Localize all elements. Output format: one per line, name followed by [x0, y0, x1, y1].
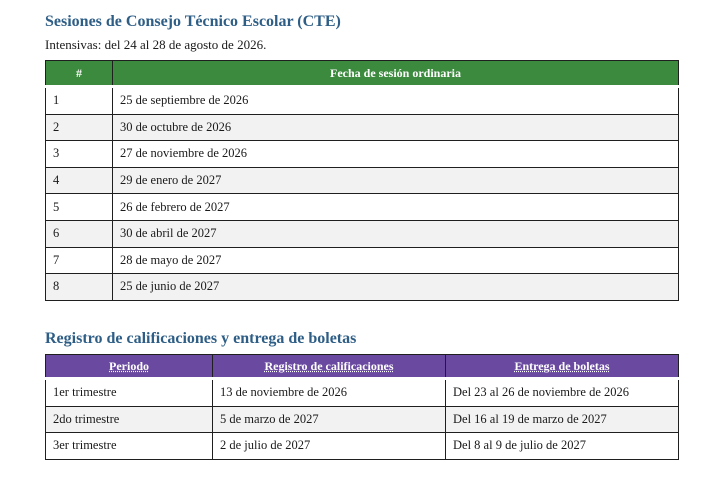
table-row	[46, 141, 679, 168]
cte-row-number: 5	[46, 194, 113, 221]
grades-header-delivery-label: Entrega de boletas	[514, 358, 610, 373]
grades-table	[45, 354, 679, 460]
cte-row-number: 2	[46, 114, 113, 141]
cte-row-date: 26 de febrero de 2027	[113, 194, 679, 221]
cte-row-number: 7	[46, 247, 113, 274]
cte-row-date: 27 de noviembre de 2026	[113, 141, 679, 168]
grades-row-delivery: Del 8 al 9 de julio de 2027	[446, 433, 679, 460]
cte-title: Sesiones de Consejo Técnico Escolar (CTE)	[45, 13, 341, 30]
cte-row-date: 30 de octubre de 2026	[113, 114, 679, 141]
cte-row-number: 6	[46, 220, 113, 247]
cte-header-date: Fecha de sesión ordinaria	[113, 61, 679, 87]
grades-header-row	[46, 355, 679, 379]
cte-row-date: 25 de junio de 2027	[113, 274, 679, 301]
cte-intensive-note: Intensivas: del 24 al 28 de agosto de 2026.	[45, 37, 267, 52]
cte-row-number: 8	[46, 274, 113, 301]
grades-header-period-label: Periodo	[109, 358, 149, 373]
grades-title: Registro de calificaciones y entrega de boletas	[45, 330, 357, 347]
table-row	[46, 220, 679, 247]
grades-row-period: 1er trimestre	[46, 379, 213, 407]
table-row	[46, 87, 679, 115]
cte-row-number: 3	[46, 141, 113, 168]
cte-row-number: 4	[46, 167, 113, 194]
table-row	[46, 247, 679, 274]
table-row	[46, 114, 679, 141]
grades-row-period: 3er trimestre	[46, 433, 213, 460]
table-row	[46, 433, 679, 460]
table-row	[46, 379, 679, 407]
cte-row-number: 1	[46, 87, 113, 115]
grades-row-delivery: Del 16 al 19 de marzo de 2027	[446, 406, 679, 433]
grades-row-delivery: Del 23 al 26 de noviembre de 2026	[446, 379, 679, 407]
grades-header-registration	[213, 355, 446, 379]
grades-row-registration: 2 de julio de 2027	[213, 433, 446, 460]
grades-row-period: 2do trimestre	[46, 406, 213, 433]
table-row	[46, 194, 679, 221]
cte-sessions-table	[45, 60, 679, 301]
cte-row-date: 25 de septiembre de 2026	[113, 87, 679, 115]
table-row	[46, 274, 679, 301]
cte-header-row	[46, 61, 679, 87]
table-row	[46, 167, 679, 194]
grades-row-registration: 13 de noviembre de 2026	[213, 379, 446, 407]
cte-header-number: #	[46, 61, 113, 87]
grades-header-delivery	[446, 355, 679, 379]
cte-row-date: 30 de abril de 2027	[113, 220, 679, 247]
cte-row-date: 29 de enero de 2027	[113, 167, 679, 194]
grades-header-period	[46, 355, 213, 379]
grades-row-registration: 5 de marzo de 2027	[213, 406, 446, 433]
cte-row-date: 28 de mayo de 2027	[113, 247, 679, 274]
grades-header-registration-label: Registro de calificaciones	[264, 358, 394, 373]
table-row	[46, 406, 679, 433]
